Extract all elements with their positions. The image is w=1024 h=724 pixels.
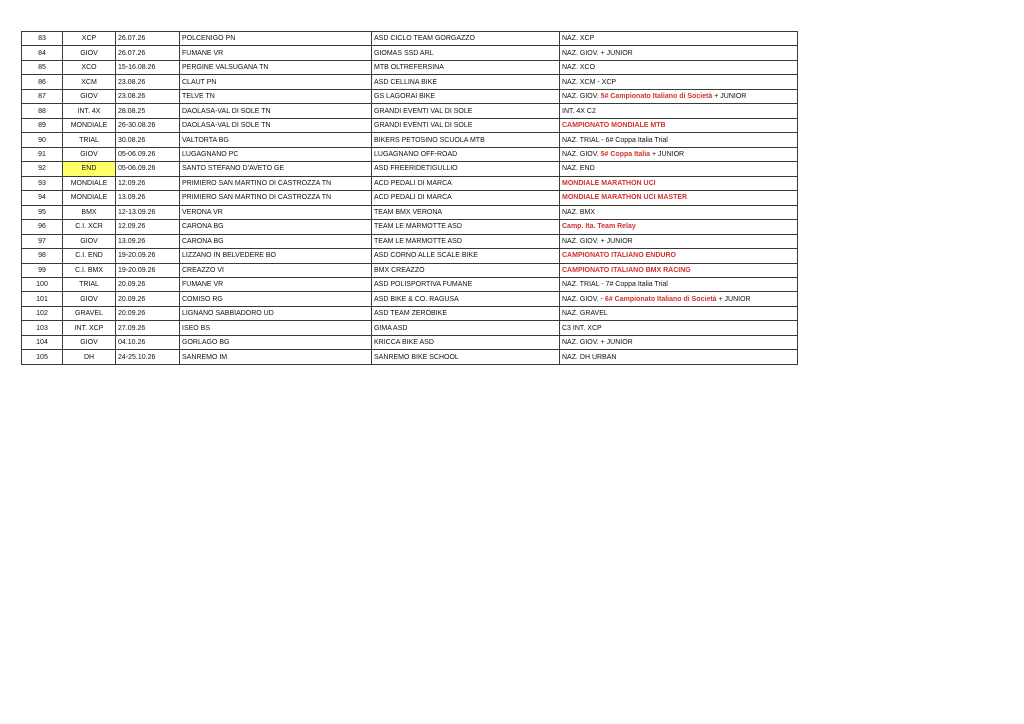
table-row xyxy=(22,89,798,103)
event-location-cell: DAOLASA-VAL DI SOLE TN xyxy=(180,118,372,132)
event-type-cell: XCM xyxy=(63,75,116,89)
event-location-cell: CARONA BG xyxy=(180,220,372,234)
event-type-cell: DH xyxy=(63,350,116,364)
event-number-cell: 88 xyxy=(22,104,63,118)
event-organizer-cell: GIOMAS SSD ARL xyxy=(372,46,560,60)
events-sheet xyxy=(21,31,798,365)
description-highlight: CAMPIONATO MONDIALE MTB xyxy=(562,122,666,130)
table-row xyxy=(22,277,798,291)
event-number-cell: 90 xyxy=(22,133,63,147)
event-description-cell xyxy=(560,306,798,320)
table-row xyxy=(22,46,798,60)
events-table xyxy=(21,31,798,365)
event-description-cell xyxy=(560,162,798,176)
description-highlight: CAMPIONATO ITALIANO ENDURO xyxy=(562,252,676,260)
description-highlight: 5# Campionato Italiano di Società xyxy=(600,93,713,101)
event-date-cell: 19-20.09.26 xyxy=(116,249,180,263)
event-number-cell: 93 xyxy=(22,176,63,190)
event-type-cell: MONDIALE xyxy=(63,191,116,205)
table-row xyxy=(22,350,798,364)
event-description-cell xyxy=(560,249,798,263)
event-number-cell: 92 xyxy=(22,162,63,176)
event-location-cell: VERONA VR xyxy=(180,205,372,219)
event-type-cell: GRAVEL xyxy=(63,306,116,320)
event-description-cell xyxy=(560,147,798,161)
event-number-cell: 84 xyxy=(22,46,63,60)
event-number-cell: 89 xyxy=(22,118,63,132)
event-number-cell: 87 xyxy=(22,89,63,103)
event-type-cell: GIOV xyxy=(63,292,116,306)
event-location-cell: FUMANE VR xyxy=(180,277,372,291)
description-text: NAZ. GIOV. + JUNIOR xyxy=(562,49,633,57)
event-location-cell: SANTO STEFANO D'AVETO GE xyxy=(180,162,372,176)
description-text: + JUNIOR xyxy=(712,93,747,101)
event-description-cell xyxy=(560,350,798,364)
table-row xyxy=(22,133,798,147)
event-organizer-cell: ASD CICLO TEAM GORGAZZO xyxy=(372,32,560,46)
event-type-cell: INT. 4X xyxy=(63,104,116,118)
event-description-cell xyxy=(560,277,798,291)
event-organizer-cell: ASD BIKE & CO. RAGUSA xyxy=(372,292,560,306)
description-text: + JUNIOR xyxy=(716,295,751,303)
table-row xyxy=(22,118,798,132)
table-row xyxy=(22,249,798,263)
event-number-cell: 85 xyxy=(22,60,63,74)
event-date-cell: 15-16.08.26 xyxy=(116,60,180,74)
event-number-cell: 104 xyxy=(22,335,63,349)
event-location-cell: SANREMO IM xyxy=(180,350,372,364)
description-highlight: CAMPIONATO ITALIANO BMX RACING xyxy=(562,266,691,274)
table-row xyxy=(22,176,798,190)
event-number-cell: 98 xyxy=(22,249,63,263)
table-row xyxy=(22,292,798,306)
description-text: NAZ. END xyxy=(562,165,595,173)
table-row xyxy=(22,191,798,205)
event-location-cell: VALTORTA BG xyxy=(180,133,372,147)
event-description-cell xyxy=(560,32,798,46)
event-description-cell xyxy=(560,104,798,118)
description-highlight: 5# Coppa Italia xyxy=(600,150,651,158)
table-row xyxy=(22,335,798,349)
event-type-cell: END xyxy=(63,162,116,176)
event-description-cell xyxy=(560,220,798,234)
event-organizer-cell: GRANDI EVENTI VAL DI SOLE xyxy=(372,118,560,132)
description-text: NAZ. DH URBAN xyxy=(562,353,617,361)
event-location-cell: PRIMIERO SAN MARTINO DI CASTROZZA TN xyxy=(180,191,372,205)
event-description-cell xyxy=(560,234,798,248)
event-location-cell: LIGNANO SABBIADORO UD xyxy=(180,306,372,320)
description-text: NAZ. TRIAL - 7# Coppa Italia Trial xyxy=(562,281,668,289)
event-location-cell: LUGAGNANO PC xyxy=(180,147,372,161)
event-description-cell xyxy=(560,292,798,306)
table-row xyxy=(22,60,798,74)
event-date-cell: 23.08.26 xyxy=(116,89,180,103)
event-organizer-cell: LUGAGNANO OFF-ROAD xyxy=(372,147,560,161)
event-type-cell: C.I. XCR xyxy=(63,220,116,234)
event-location-cell: CLAUT PN xyxy=(180,75,372,89)
event-number-cell: 97 xyxy=(22,234,63,248)
event-date-cell: 26.07.26 xyxy=(116,32,180,46)
event-organizer-cell: ASD CELLINA BIKE xyxy=(372,75,560,89)
table-row xyxy=(22,306,798,320)
event-location-cell: POLCENIGO PN xyxy=(180,32,372,46)
event-description-cell xyxy=(560,191,798,205)
table-row xyxy=(22,104,798,118)
event-organizer-cell: GS LAGORAI BIKE xyxy=(372,89,560,103)
event-type-cell: INT. XCP xyxy=(63,321,116,335)
event-number-cell: 94 xyxy=(22,191,63,205)
event-description-cell xyxy=(560,321,798,335)
description-highlight: MONDIALE MARATHON UCI xyxy=(562,179,656,187)
event-description-cell xyxy=(560,335,798,349)
description-text: NAZ. GIOV. xyxy=(562,93,601,101)
event-type-cell: TRIAL xyxy=(63,277,116,291)
description-text: C3 INT. XCP xyxy=(562,324,602,332)
event-location-cell: GORLAGO BG xyxy=(180,335,372,349)
table-row xyxy=(22,162,798,176)
event-organizer-cell: GIMA ASD xyxy=(372,321,560,335)
event-date-cell: 24-25.10.26 xyxy=(116,350,180,364)
event-type-cell: XCP xyxy=(63,32,116,46)
table-row xyxy=(22,234,798,248)
event-description-cell xyxy=(560,205,798,219)
event-organizer-cell: BMX CREAZZO xyxy=(372,263,560,277)
event-organizer-cell: KRICCA BIKE ASD xyxy=(372,335,560,349)
table-row xyxy=(22,147,798,161)
event-number-cell: 91 xyxy=(22,147,63,161)
event-type-cell: GIOV xyxy=(63,335,116,349)
event-date-cell: 26-30.08.26 xyxy=(116,118,180,132)
description-text: NAZ. XCP xyxy=(562,35,595,43)
event-organizer-cell: ACD PEDALI DI MARCA xyxy=(372,191,560,205)
events-table-body xyxy=(22,32,798,365)
event-date-cell: 20.09.26 xyxy=(116,277,180,291)
event-location-cell: COMISO RG xyxy=(180,292,372,306)
event-date-cell: 30.08.26 xyxy=(116,133,180,147)
event-description-cell xyxy=(560,133,798,147)
description-text: INT. 4X C2 xyxy=(562,107,596,115)
event-organizer-cell: TEAM BMX VERONA xyxy=(372,205,560,219)
event-type-cell: BMX xyxy=(63,205,116,219)
event-description-cell xyxy=(560,118,798,132)
event-type-cell: C.I. BMX xyxy=(63,263,116,277)
event-date-cell: 05-06.09.26 xyxy=(116,162,180,176)
description-text: NAZ. GIOV. - xyxy=(562,295,605,303)
event-organizer-cell: MTB OLTREFERSINA xyxy=(372,60,560,74)
event-location-cell: CREAZZO VI xyxy=(180,263,372,277)
event-date-cell: 20.09.26 xyxy=(116,306,180,320)
event-date-cell: 13.09.26 xyxy=(116,191,180,205)
description-text: NAZ. XCO xyxy=(562,64,596,72)
event-organizer-cell: GRANDI EVENTI VAL DI SOLE xyxy=(372,104,560,118)
description-text: NAZ. GIOV. xyxy=(562,150,601,158)
description-highlight: Camp. Ita. Team Relay xyxy=(562,223,636,231)
event-location-cell: CARONA BG xyxy=(180,234,372,248)
event-date-cell: 28.08.25 xyxy=(116,104,180,118)
event-number-cell: 105 xyxy=(22,350,63,364)
event-date-cell: 19-20.09.26 xyxy=(116,263,180,277)
table-row xyxy=(22,321,798,335)
event-date-cell: 23.08.26 xyxy=(116,75,180,89)
event-date-cell: 05-06.09.26 xyxy=(116,147,180,161)
event-number-cell: 99 xyxy=(22,263,63,277)
event-organizer-cell: BIKERS PETOSINO SCUOLA MTB xyxy=(372,133,560,147)
event-number-cell: 95 xyxy=(22,205,63,219)
event-type-cell: GIOV xyxy=(63,234,116,248)
event-type-cell: GIOV xyxy=(63,147,116,161)
event-location-cell: PERGINE VALSUGANA TN xyxy=(180,60,372,74)
event-number-cell: 83 xyxy=(22,32,63,46)
event-date-cell: 04.10.26 xyxy=(116,335,180,349)
description-text: NAZ. XCM - XCP xyxy=(562,78,617,86)
event-number-cell: 101 xyxy=(22,292,63,306)
event-number-cell: 96 xyxy=(22,220,63,234)
event-type-cell: C.I. END xyxy=(63,249,116,263)
event-date-cell: 20.09.26 xyxy=(116,292,180,306)
event-type-cell: MONDIALE xyxy=(63,118,116,132)
event-organizer-cell: TEAM LE MARMOTTE ASD xyxy=(372,234,560,248)
event-location-cell: TELVE TN xyxy=(180,89,372,103)
event-location-cell: ISEO BS xyxy=(180,321,372,335)
event-type-cell: GIOV xyxy=(63,89,116,103)
event-number-cell: 100 xyxy=(22,277,63,291)
event-organizer-cell: TEAM LE MARMOTTE ASD xyxy=(372,220,560,234)
event-date-cell: 26.07.26 xyxy=(116,46,180,60)
event-type-cell: TRIAL xyxy=(63,133,116,147)
event-date-cell: 12-13.09.26 xyxy=(116,205,180,219)
event-location-cell: PRIMIERO SAN MARTINO DI CASTROZZA TN xyxy=(180,176,372,190)
event-location-cell: DAOLASA-VAL DI SOLE TN xyxy=(180,104,372,118)
event-description-cell xyxy=(560,263,798,277)
event-organizer-cell: ASD FREERIDETIGULLIO xyxy=(372,162,560,176)
event-description-cell xyxy=(560,89,798,103)
event-number-cell: 102 xyxy=(22,306,63,320)
description-text: NAZ. GIOV. + JUNIOR xyxy=(562,339,633,347)
description-text: NAZ. TRIAL - 6# Coppa Italia Trial xyxy=(562,136,668,144)
event-type-cell: GIOV xyxy=(63,46,116,60)
event-date-cell: 13.09.26 xyxy=(116,234,180,248)
event-organizer-cell: ACD PEDALI DI MARCA xyxy=(372,176,560,190)
table-row xyxy=(22,263,798,277)
event-number-cell: 103 xyxy=(22,321,63,335)
description-text: + JUNIOR xyxy=(650,150,685,158)
table-row xyxy=(22,220,798,234)
table-row xyxy=(22,75,798,89)
event-number-cell: 86 xyxy=(22,75,63,89)
event-description-cell xyxy=(560,75,798,89)
event-description-cell xyxy=(560,176,798,190)
event-organizer-cell: SANREMO BIKE SCHOOL xyxy=(372,350,560,364)
table-row xyxy=(22,32,798,46)
event-description-cell xyxy=(560,46,798,60)
description-highlight: 6# Campionato Italiano di Società xyxy=(604,295,717,303)
event-date-cell: 12.09.26 xyxy=(116,220,180,234)
description-text: NAZ. BMX xyxy=(562,208,596,216)
event-date-cell: 12.09.26 xyxy=(116,176,180,190)
event-description-cell xyxy=(560,60,798,74)
event-date-cell: 27.09.26 xyxy=(116,321,180,335)
event-location-cell: LIZZANO IN BELVEDERE BO xyxy=(180,249,372,263)
table-row xyxy=(22,205,798,219)
description-text: NAZ. GIOV. + JUNIOR xyxy=(562,237,633,245)
event-organizer-cell: ASD POLISPORTIVA FUMANE xyxy=(372,277,560,291)
event-type-cell: XCO xyxy=(63,60,116,74)
event-type-cell: MONDIALE xyxy=(63,176,116,190)
description-text: NAZ. GRAVEL xyxy=(562,310,608,318)
description-highlight: MONDIALE MARATHON UCI MASTER xyxy=(562,194,688,202)
event-organizer-cell: ASD CORNO ALLE SCALE BIKE xyxy=(372,249,560,263)
event-organizer-cell: ASD TEAM ZEROBIKE xyxy=(372,306,560,320)
event-location-cell: FUMANE VR xyxy=(180,46,372,60)
